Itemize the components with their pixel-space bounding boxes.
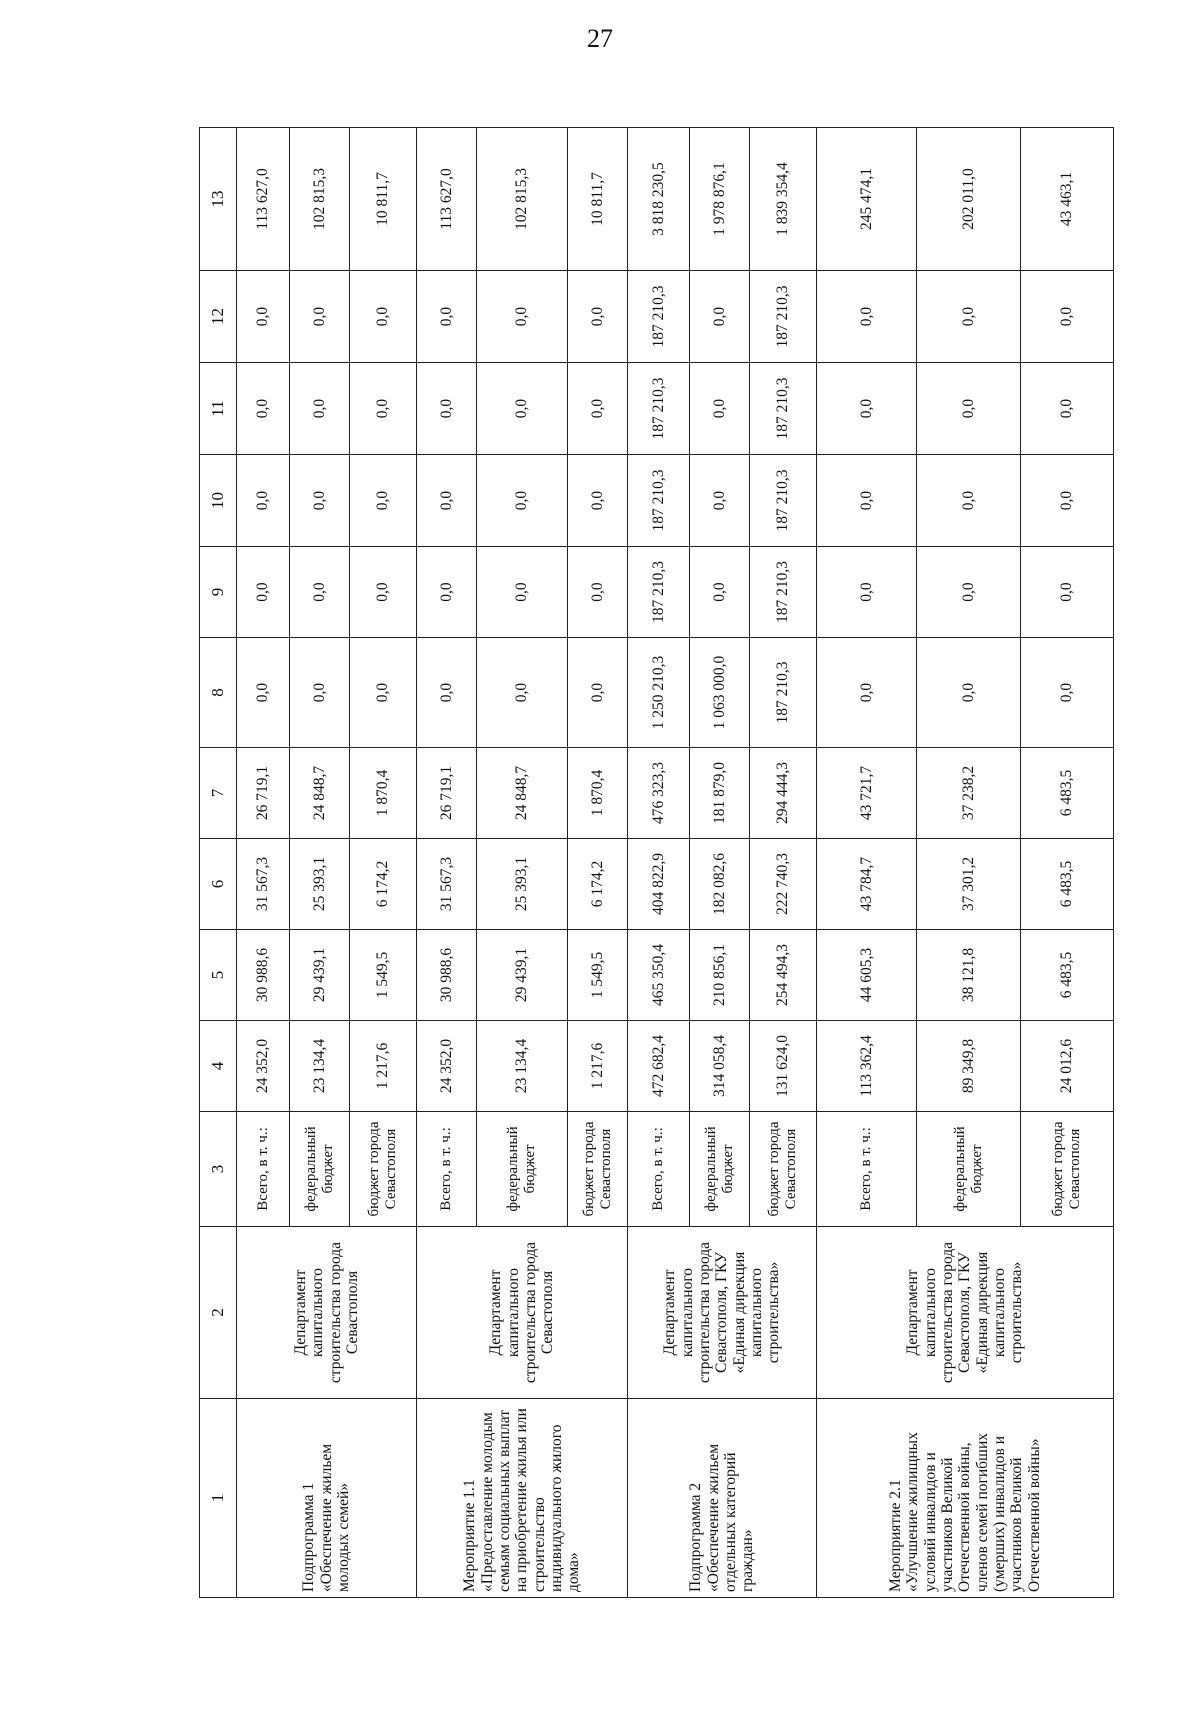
value-cell: 1 250 210,3 [628, 638, 690, 748]
value-cell: 131 624,0 [750, 1021, 817, 1112]
value-cell: 1 217,6 [350, 1021, 417, 1112]
value-cell: 1 063 000,0 [690, 638, 750, 748]
col-header-10: 10 [200, 455, 237, 547]
value-cell: 0,0 [350, 363, 417, 455]
executor-cell: Департамент капитального строительства города Севастополя [417, 1227, 628, 1399]
value-cell: 0,0 [1021, 271, 1114, 363]
total-cell: 3 818 230,5 [628, 128, 690, 271]
value-cell: 0,0 [568, 638, 628, 748]
value-cell: 0,0 [417, 547, 477, 638]
value-cell: 0,0 [1021, 455, 1114, 547]
value-cell: 0,0 [1021, 547, 1114, 638]
value-cell: 24 848,7 [290, 748, 350, 839]
value-cell: 44 605,3 [817, 930, 917, 1021]
value-cell: 25 393,1 [477, 839, 568, 930]
col-header-7: 7 [200, 748, 237, 839]
source-cell: бюджет города Севастополя [350, 1112, 417, 1227]
value-cell: 314 058,4 [690, 1021, 750, 1112]
value-cell: 0,0 [690, 271, 750, 363]
col-header-11: 11 [200, 363, 237, 455]
total-cell: 113 627,0 [417, 128, 477, 271]
source-cell: федеральный бюджет [690, 1112, 750, 1227]
value-cell: 0,0 [917, 271, 1021, 363]
col-header-5: 5 [200, 930, 237, 1021]
value-cell: 0,0 [917, 638, 1021, 748]
value-cell: 0,0 [237, 547, 290, 638]
value-cell: 37 238,2 [917, 748, 1021, 839]
source-cell: федеральный бюджет [917, 1112, 1021, 1227]
value-cell: 6 174,2 [568, 839, 628, 930]
program-name-cell: Мероприятие 1.1 «Предоставление молодым семьям социальных выплат на приобретение жилья или строительство индивидуального жилого дома» [417, 1399, 628, 1598]
value-cell: 0,0 [290, 547, 350, 638]
value-cell: 30 988,6 [237, 930, 290, 1021]
source-cell: федеральный бюджет [477, 1112, 568, 1227]
value-cell: 0,0 [290, 363, 350, 455]
value-cell: 0,0 [417, 271, 477, 363]
value-cell: 0,0 [1021, 638, 1114, 748]
table-area [199, 128, 1200, 1592]
value-cell: 24 352,0 [237, 1021, 290, 1112]
source-cell: бюджет города Севастополя [568, 1112, 628, 1227]
value-cell: 0,0 [568, 547, 628, 638]
value-cell: 0,0 [477, 638, 568, 748]
value-cell: 0,0 [817, 271, 917, 363]
table-row [237, 128, 290, 1598]
value-cell: 0,0 [917, 363, 1021, 455]
value-cell: 0,0 [477, 455, 568, 547]
value-cell: 0,0 [477, 363, 568, 455]
funding-table [199, 127, 1114, 1598]
program-name-cell: Подпрограмма 1 «Обеспечение жильем молодых семей» [237, 1399, 417, 1598]
value-cell: 0,0 [568, 271, 628, 363]
value-cell: 187 210,3 [628, 271, 690, 363]
value-cell: 0,0 [568, 455, 628, 547]
value-cell: 0,0 [237, 455, 290, 547]
program-name-cell: Мероприятие 2.1 «Улучшение жилищных условий инвалидов и участников Великой Отечественной войны, членов семей погибших (умерших) инвалидов и участников Великой Отечественной войны» [817, 1399, 1114, 1598]
value-cell: 0,0 [477, 271, 568, 363]
value-cell: 0,0 [817, 547, 917, 638]
value-cell: 254 494,3 [750, 930, 817, 1021]
total-cell: 102 815,3 [477, 128, 568, 271]
col-header-9: 9 [200, 547, 237, 638]
value-cell: 6 174,2 [350, 839, 417, 930]
value-cell: 187 210,3 [628, 455, 690, 547]
value-cell: 0,0 [690, 455, 750, 547]
program-name-cell: Подпрограмма 2 «Обеспечение жильем отдельных категорий граждан» [628, 1399, 817, 1598]
value-cell: 0,0 [568, 363, 628, 455]
executor-cell: Департамент капитального строительства города Севастополя [237, 1227, 417, 1399]
col-header-6: 6 [200, 839, 237, 930]
table-row [417, 128, 477, 1598]
value-cell: 24 012,6 [1021, 1021, 1114, 1112]
value-cell: 187 210,3 [628, 547, 690, 638]
value-cell: 1 870,4 [350, 748, 417, 839]
value-cell: 0,0 [290, 455, 350, 547]
value-cell: 26 719,1 [237, 748, 290, 839]
value-cell: 0,0 [817, 638, 917, 748]
value-cell: 37 301,2 [917, 839, 1021, 930]
value-cell: 294 444,3 [750, 748, 817, 839]
col-header-1: 1 [200, 1399, 237, 1598]
value-cell: 0,0 [350, 455, 417, 547]
value-cell: 43 721,7 [817, 748, 917, 839]
value-cell: 181 879,0 [690, 748, 750, 839]
col-header-3: 3 [200, 1112, 237, 1227]
value-cell: 0,0 [417, 363, 477, 455]
value-cell: 187 210,3 [750, 363, 817, 455]
value-cell: 222 740,3 [750, 839, 817, 930]
value-cell: 0,0 [237, 271, 290, 363]
total-cell: 1 978 876,1 [690, 128, 750, 271]
col-header-2: 2 [200, 1227, 237, 1399]
value-cell: 210 856,1 [690, 930, 750, 1021]
value-cell: 0,0 [350, 271, 417, 363]
value-cell: 0,0 [237, 363, 290, 455]
value-cell: 1 549,5 [568, 930, 628, 1021]
value-cell: 29 439,1 [477, 930, 568, 1021]
value-cell: 0,0 [817, 455, 917, 547]
value-cell: 404 822,9 [628, 839, 690, 930]
value-cell: 0,0 [917, 547, 1021, 638]
value-cell: 38 121,8 [917, 930, 1021, 1021]
col-header-13: 13 [200, 128, 237, 271]
value-cell: 0,0 [690, 547, 750, 638]
value-cell: 187 210,3 [628, 363, 690, 455]
value-cell: 25 393,1 [290, 839, 350, 930]
source-cell: Всего, в т. ч.: [417, 1112, 477, 1227]
value-cell: 29 439,1 [290, 930, 350, 1021]
value-cell: 26 719,1 [417, 748, 477, 839]
value-cell: 6 483,5 [1021, 930, 1114, 1021]
total-cell: 102 815,3 [290, 128, 350, 271]
value-cell: 187 210,3 [750, 455, 817, 547]
source-cell: федеральный бюджет [290, 1112, 350, 1227]
value-cell: 31 567,3 [237, 839, 290, 930]
total-cell: 10 811,7 [568, 128, 628, 271]
value-cell: 0,0 [477, 547, 568, 638]
value-cell: 24 352,0 [417, 1021, 477, 1112]
col-header-4: 4 [200, 1021, 237, 1112]
col-header-12: 12 [200, 271, 237, 363]
value-cell: 476 323,3 [628, 748, 690, 839]
value-cell: 113 362,4 [817, 1021, 917, 1112]
value-cell: 0,0 [690, 363, 750, 455]
value-cell: 43 784,7 [817, 839, 917, 930]
table-row [817, 128, 917, 1598]
value-cell: 1 870,4 [568, 748, 628, 839]
value-cell: 472 682,4 [628, 1021, 690, 1112]
page-number: 27 [587, 24, 613, 53]
value-cell: 30 988,6 [417, 930, 477, 1021]
value-cell: 0,0 [350, 547, 417, 638]
total-cell: 43 463,1 [1021, 128, 1114, 271]
value-cell: 1 217,6 [568, 1021, 628, 1112]
total-cell: 1 839 354,4 [750, 128, 817, 271]
value-cell: 465 350,4 [628, 930, 690, 1021]
value-cell: 182 082,6 [690, 839, 750, 930]
source-cell: Всего, в т. ч.: [237, 1112, 290, 1227]
value-cell: 0,0 [417, 638, 477, 748]
value-cell: 6 483,5 [1021, 748, 1114, 839]
value-cell: 187 210,3 [750, 271, 817, 363]
value-cell: 6 483,5 [1021, 839, 1114, 930]
total-cell: 245 474,1 [817, 128, 917, 271]
source-cell: бюджет города Севастополя [1021, 1112, 1114, 1227]
value-cell: 0,0 [1021, 363, 1114, 455]
column-number-row [200, 128, 237, 1598]
source-cell: Всего, в т. ч.: [628, 1112, 690, 1227]
value-cell: 89 349,8 [917, 1021, 1021, 1112]
table-row [628, 128, 690, 1598]
value-cell: 1 549,5 [350, 930, 417, 1021]
executor-cell: Департамент капитального строительства города Севастополя, ГКУ «Единая дирекция капитального строительства» [817, 1227, 1114, 1399]
value-cell: 23 134,4 [477, 1021, 568, 1112]
value-cell: 0,0 [917, 455, 1021, 547]
total-cell: 113 627,0 [237, 128, 290, 271]
executor-cell: Департамент капитального строительства города Севастополя, ГКУ «Единая дирекция капитального строительства» [628, 1227, 817, 1399]
value-cell: 0,0 [417, 455, 477, 547]
source-cell: бюджет города Севастополя [750, 1112, 817, 1227]
value-cell: 23 134,4 [290, 1021, 350, 1112]
value-cell: 0,0 [290, 271, 350, 363]
value-cell: 187 210,3 [750, 547, 817, 638]
total-cell: 202 011,0 [917, 128, 1021, 271]
total-cell: 10 811,7 [350, 128, 417, 271]
value-cell: 0,0 [817, 363, 917, 455]
value-cell: 31 567,3 [417, 839, 477, 930]
value-cell: 0,0 [290, 638, 350, 748]
value-cell: 187 210,3 [750, 638, 817, 748]
value-cell: 0,0 [237, 638, 290, 748]
value-cell: 0,0 [350, 638, 417, 748]
col-header-8: 8 [200, 638, 237, 748]
value-cell: 24 848,7 [477, 748, 568, 839]
source-cell: Всего, в т. ч.: [817, 1112, 917, 1227]
